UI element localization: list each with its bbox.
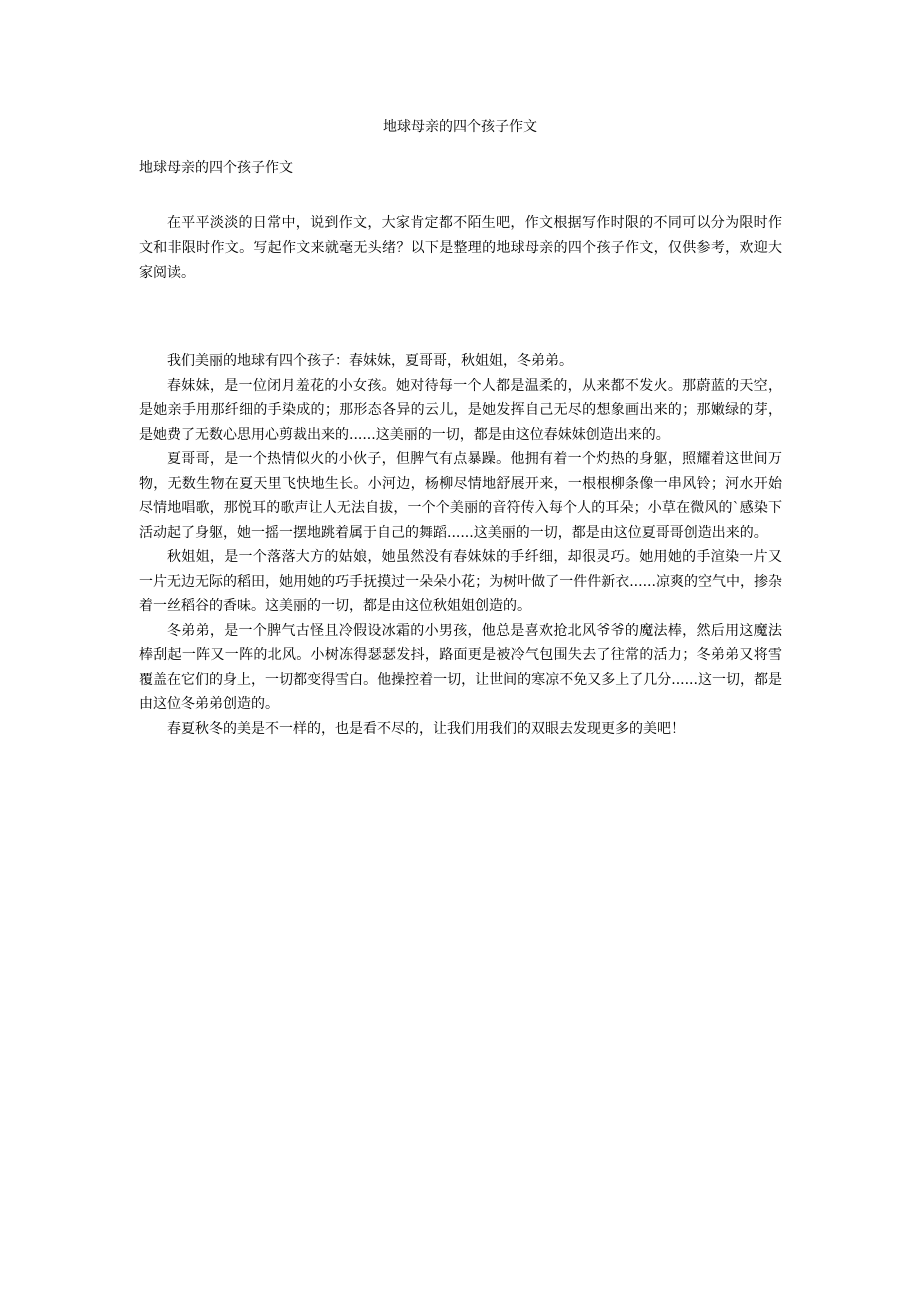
paragraph-spring: 春妹妹，是一位闭月羞花的小女孩。她对待每一个人都是温柔的，从来都不发火。那蔚蓝的天空，是她亲手用那纤细的手染成的；那形态各异的云儿，是她发挥自己无尽的想象画出来的；那嫩绿的芽，是她费了无数心思用心剪裁出来的......这美丽的一切，都是由这位春妹妹创造出来的。 [139,377,782,443]
essay-body [139,349,782,741]
paragraph-winter: 冬弟弟，是一个脾气古怪且冷假设冰霜的小男孩，他总是喜欢抢北风爷爷的魔法棒，然后用这魔法棒刮起一阵又一阵的北风。小树冻得瑟瑟发抖，路面更是被冷气包围失去了往常的活力；冬弟弟又将雪覆盖在它们的身上，一切都变得雪白。他操控着一切，让世间的寒凉不免又多上了几分......这一切，都是由这位冬弟弟创造的。 [139,622,782,712]
document-subtitle: 地球母亲的四个孩子作文 [139,160,293,176]
paragraph-opening: 我们美丽的地球有四个孩子：春妹妹，夏哥哥，秋姐姐，冬弟弟。 [167,353,573,369]
intro-paragraph: 在平平淡淡的日常中，说到作文，大家肯定都不陌生吧，作文根据写作时限的不同可以分为限时作文和非限时作文。写起作文来就毫无头绪？以下是整理的地球母亲的四个孩子作文，仅供参考，欢迎大家阅读。 [139,215,782,281]
paragraph-summer: 夏哥哥，是一个热情似火的小伙子，但脾气有点暴躁。他拥有着一个灼热的身躯，照耀着这世间万物，无数生物在夏天里飞快地生长。小河边，杨柳尽情地舒展开来，一根根柳条像一串风铃；河水开始尽情地唱歌，那悦耳的歌声让人无法自拔，一个个美丽的音符传入每个人的耳朵；小草在微风的`感染下活动起了身躯，她一摇一摆地跳着属于自己的舞蹈......这美丽的一切，都是由这位夏哥哥创造出来的。 [139,451,782,541]
paragraph-autumn: 秋姐姐，是一个落落大方的姑娘，她虽然没有春妹妹的手纤细，却很灵巧。她用她的手渲染一片又一片无边无际的稻田，她用她的巧手抚摸过一朵朵小花；为树叶做了一件件新衣......凉爽的空气中，掺杂着一丝稻谷的香味。这美丽的一切，都是由这位秋姐姐创造的。 [139,549,782,614]
paragraph-conclusion: 春夏秋冬的美是不一样的，也是看不尽的，让我们用我们的双眼去发现更多的美吧！ [167,720,685,737]
page-title: 地球母亲的四个孩子作文 [383,119,537,135]
